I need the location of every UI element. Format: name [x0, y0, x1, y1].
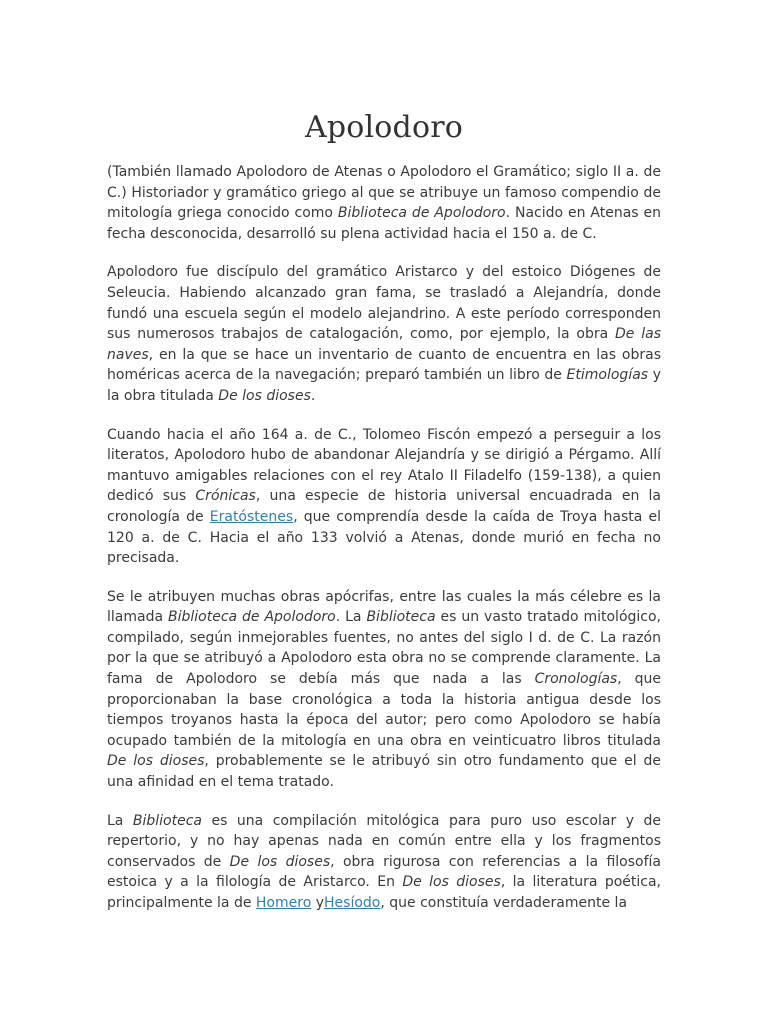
paragraph-5 [107, 811, 661, 914]
paragraph-4-italic-2: Biblioteca [366, 609, 436, 626]
paragraph-4-italic-4: De los dioses [107, 753, 205, 770]
paragraph-2-italic-1: De las naves [107, 326, 661, 363]
paragraph-4-italic-3: Cronologías [534, 671, 618, 688]
paragraph-4-text-1: Se le atribuyen muchas obras apócrifas, entre las cuales la más célebre es la llamada [107, 588, 661, 626]
paragraph-5-italic-1: Biblioteca [132, 812, 202, 829]
paragraph-3-text-3: , que comprendía desde la caída de Troya hasta el 120 a. de C. Hacia el año 133 volvió a Atenas, donde murió en fecha no precisada. [107, 508, 661, 567]
paragraph-5-text-4: , la literatura poética, principalmente la de [107, 874, 661, 911]
paragraph-3-text-1: Cuando hacia el año 164 a. de C., Tolomeo Fiscón empezó a perseguir a los literatos, Apolodoro hubo de abandonar Alejandría y se dirigió a Pérgamo. Allí mantuvo amigables relaciones con el rey Atalo II Filadelfo (159-138), a quien dedicó sus [107, 426, 661, 505]
paragraph-5-text-5: y [311, 895, 325, 911]
paragraph-3 [107, 425, 661, 569]
paragraph-3-text-2: , una especie de historia universal encuadrada en la cronología de [107, 488, 661, 525]
paragraph-4-text-4: , que proporcionaban la base cronológica a toda la historia antigua desde los tiempos troyanos hasta la época del autor; pero como Apolodoro se había ocupado también de la mitología en una obra en veinticuatro libros titulada [107, 671, 661, 749]
page-title: Apolodoro [304, 110, 464, 145]
paragraph-2-text-4: . [310, 387, 316, 404]
paragraph-5-text-2: es una compilación mitológica para puro uso escolar y de repertorio, y no hay apenas nada en común entre ella y los fragmentos conservados de [107, 812, 661, 870]
paragraph-5-text-1: La [107, 812, 133, 829]
paragraph-3-italic-1: Crónicas [195, 488, 256, 505]
paragraph-4-text-5: , probablemente se le atribuyó sin otro fundamento que el de una afinidad en el tema tratado. [107, 753, 661, 791]
link-eratostenes[interactable]: Eratóstenes [209, 508, 294, 525]
paragraph-5-italic-3: De los dioses [402, 874, 501, 891]
link-hesiodo[interactable]: Hesíodo [324, 895, 381, 911]
paragraph-2 [107, 262, 661, 406]
paragraph-4 [107, 587, 661, 793]
paragraph-2-text-2: , en la que se hace un inventario de cuanto de encuentra en las obras homéricas acerca de la navegación; preparó también un libro de [107, 346, 661, 384]
paragraph-2-text-1: Apolodoro fue discípulo del gramático Aristarco y del estoico Diógenes de Seleucia. Habiendo alcanzado gran fama, se trasladó a Alejandría, donde fundó una escuela según el modelo alejandrino. A este período corresponden sus numerosos trabajos de catalogación, como, por ejemplo, la obra [107, 264, 661, 343]
paragraph-5-italic-2: De los dioses [229, 853, 331, 870]
paragraph-2-italic-3: De los dioses [218, 387, 311, 404]
paragraph-4-text-3: es un vasto tratado mitológico, compilado, según inmejorables fuentes, no antes del siglo I d. de C. La razón por la que se atribuyó a Apolodoro esta obra no se comprende claramente. La fama de Apolodoro se debía más que nada a las [107, 609, 661, 688]
link-homero[interactable]: Homero [255, 895, 312, 911]
paragraph-5-text-3: , obra rigurosa con referencias a la filosofía estoica y a la filología de Aristarco. En [107, 853, 662, 891]
paragraph-2-italic-2: Etimologías [566, 367, 649, 384]
paragraph-1-text-2: . Nacido en Atenas en fecha desconocida, desarrolló su plena actividad hacia el 150 a. de C. [107, 205, 662, 242]
document-page [107, 108, 661, 932]
paragraph-4-text-2: . La [335, 609, 367, 626]
paragraph-5-text-6: , que constituía verdaderamente la [380, 895, 628, 911]
paragraph-1-italic-1: Biblioteca de Apolodoro [337, 205, 506, 222]
paragraph-4-italic-1: Biblioteca de Apolodoro [167, 609, 336, 626]
paragraph-1 [107, 162, 661, 244]
paragraph-1-text-1: (También llamado Apolodoro de Atenas o Apolodoro el Gramático; siglo II a. de C.) Historiador y gramático griego al que se atribuye un famoso compendio de mitología griega conocido como [107, 164, 661, 222]
paragraph-2-text-3: y la obra titulada [107, 367, 661, 404]
